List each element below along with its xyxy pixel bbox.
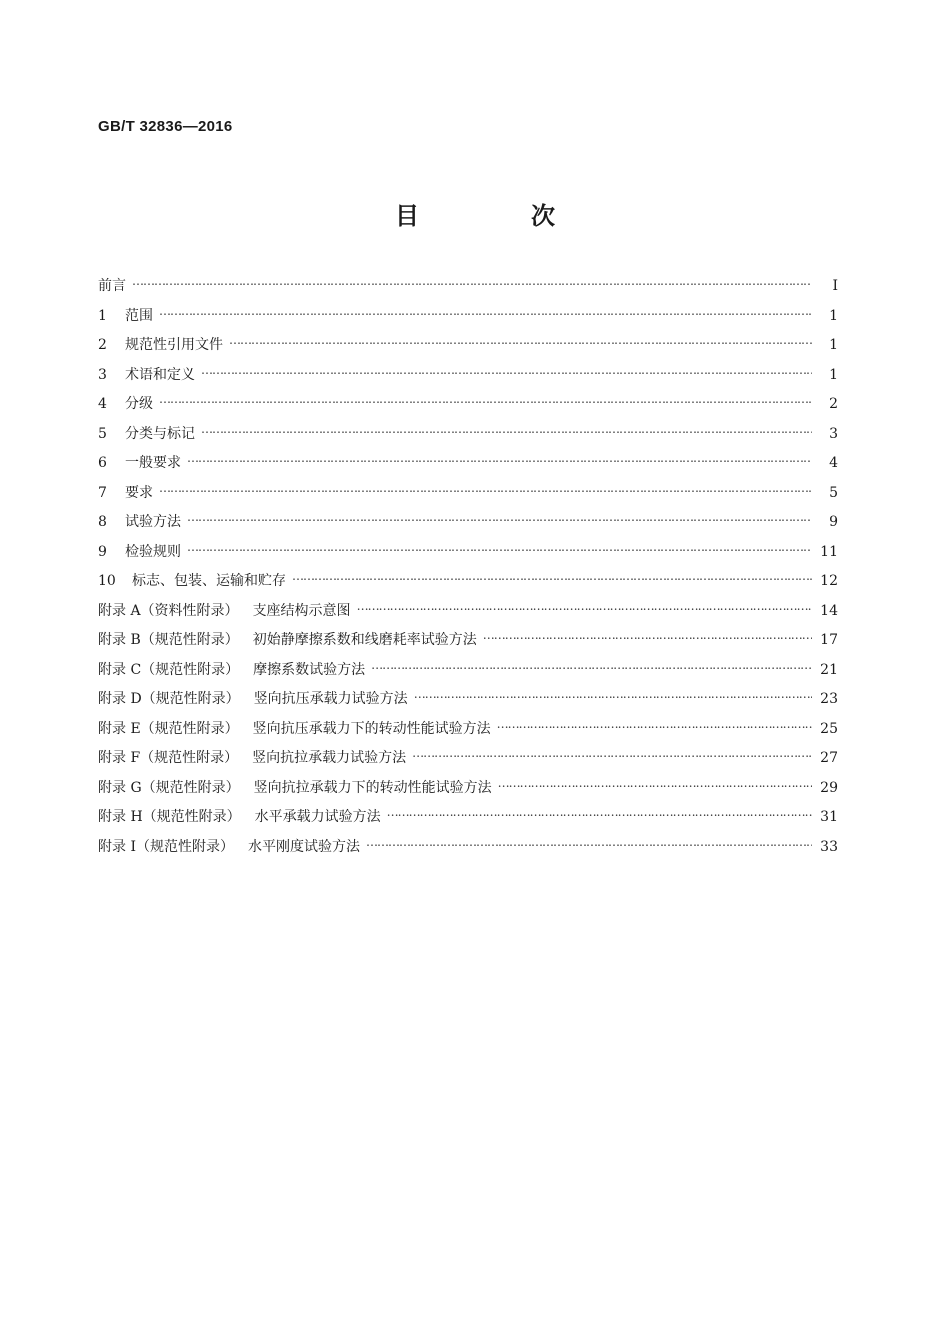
toc-entry-label [98, 777, 498, 797]
toc-entry-annex-c[interactable] [98, 659, 838, 689]
toc-entry-number: 附录 A（资料性附录） [98, 602, 239, 619]
toc-entry-number: 5 [98, 425, 107, 442]
toc-entry-page: 23 [820, 691, 838, 707]
toc-entry-label [98, 393, 159, 413]
toc-entry-number: 4 [98, 396, 107, 412]
toc-entry-title: 竖向抗拉承载力试验方法 [252, 750, 407, 766]
toc-entry-label [98, 511, 187, 531]
toc-entry-8[interactable] [98, 511, 838, 541]
toc-entry-number: 附录 D（规范性附录） [98, 691, 240, 707]
dot-leader [292, 571, 812, 585]
toc-entry-annex-i[interactable] [98, 836, 838, 866]
toc-entry-label [98, 482, 159, 502]
dot-leader [132, 276, 812, 290]
toc-entry-page: 4 [829, 455, 838, 471]
toc-entry-title: 分类与标记 [125, 425, 195, 442]
page-title: 目 次 [395, 202, 599, 230]
toc-entry-title: 规范性引用文件 [125, 337, 223, 353]
toc-entry-label [98, 423, 201, 443]
toc-entry-label [98, 334, 229, 354]
toc-entry-page: 5 [829, 484, 838, 501]
toc-entry-page: 33 [820, 838, 838, 855]
toc-entry-title: 术语和定义 [125, 366, 195, 383]
toc-entry-number: 附录 E（规范性附录） [98, 720, 239, 737]
dot-leader [412, 748, 812, 762]
toc-entry-4[interactable] [98, 393, 838, 423]
dot-leader [187, 512, 812, 526]
toc-entry-3[interactable] [98, 364, 838, 394]
toc-entry-page: 1 [829, 307, 838, 324]
toc-entry-number: 附录 H（规范性附录） [98, 809, 241, 825]
toc-entry-title: 支座结构示意图 [252, 602, 351, 619]
toc-entry-page: 9 [829, 514, 838, 530]
toc-entry-title: 初始静摩擦系数和线磨耗率试验方法 [252, 632, 477, 648]
toc-entry-7[interactable] [98, 482, 838, 512]
toc-entry-annex-f[interactable] [98, 747, 838, 777]
toc-entry-label [98, 836, 366, 856]
toc-entry-page: 12 [820, 573, 838, 589]
toc-entry-page: 14 [820, 602, 838, 619]
toc-entry-page: 17 [820, 632, 838, 648]
toc-entry-page: 27 [820, 750, 838, 766]
toc-entry-label [98, 600, 357, 620]
toc-entry-number: 3 [98, 366, 107, 383]
toc-entry-annex-b[interactable] [98, 629, 838, 659]
dot-leader [357, 601, 812, 615]
toc-entry-number: 2 [98, 337, 107, 353]
toc-entry-6[interactable] [98, 452, 838, 482]
toc-entry-number: 附录 I（规范性附录） [98, 838, 234, 855]
toc-entry-number: 9 [98, 543, 107, 560]
dot-leader [414, 689, 812, 703]
toc-entry-foreword[interactable] [98, 275, 838, 305]
dot-leader [159, 306, 812, 320]
toc-entry-title: 前言 [98, 278, 126, 294]
toc-entry-page: 3 [829, 425, 838, 442]
toc-entry-page: 11 [820, 543, 838, 560]
toc-entry-page: 1 [829, 366, 838, 383]
toc-entry-page: 29 [820, 779, 838, 796]
toc-entry-title: 范围 [125, 307, 153, 324]
toc-entry-2[interactable] [98, 334, 838, 364]
toc-entry-10[interactable] [98, 570, 838, 600]
toc-entry-number: 10 [98, 573, 116, 589]
toc-entry-title: 一般要求 [125, 455, 181, 471]
toc-entry-number: 附录 C（规范性附录） [98, 661, 240, 678]
toc-entry-title: 竖向抗压承载力下的转动性能试验方法 [252, 720, 491, 737]
dot-leader [229, 335, 812, 349]
toc-entry-label [98, 659, 371, 679]
toc-entry-page: 21 [820, 661, 838, 678]
toc-entry-title: 标志、包装、运输和贮存 [132, 573, 286, 589]
toc-entry-annex-a[interactable] [98, 600, 838, 630]
dot-leader [187, 453, 812, 467]
dot-leader [366, 837, 812, 851]
toc-entry-number: 7 [98, 484, 107, 501]
toc-entry-title: 分级 [125, 396, 153, 412]
toc-entry-title: 水平承载力试验方法 [254, 809, 381, 825]
dot-leader [387, 807, 812, 821]
toc-entry-page: 31 [820, 809, 838, 825]
toc-entry-page: 25 [820, 720, 838, 737]
toc-entry-number: 6 [98, 455, 107, 471]
toc-entry-page: Ⅰ [832, 278, 838, 294]
toc-entry-9[interactable] [98, 541, 838, 571]
toc-entry-1[interactable] [98, 305, 838, 335]
toc-entry-title: 竖向抗压承载力试验方法 [253, 691, 408, 707]
dot-leader [187, 542, 812, 556]
dot-leader [371, 660, 812, 674]
toc-entry-number: 附录 G（规范性附录） [98, 779, 240, 796]
toc-entry-label [98, 629, 483, 649]
toc-entry-label [98, 364, 201, 384]
toc-entry-number: 附录 B（规范性附录） [98, 632, 239, 648]
dot-leader [159, 483, 812, 497]
dot-leader [498, 778, 812, 792]
toc-entry-title: 摩擦系数试验方法 [253, 661, 366, 678]
toc-entry-page: 2 [829, 396, 838, 412]
toc-entry-title: 要求 [125, 484, 153, 501]
toc-entry-label [98, 541, 187, 561]
table-of-contents [98, 275, 838, 865]
toc-entry-label [98, 747, 412, 767]
toc-entry-title: 水平刚度试验方法 [247, 838, 360, 855]
toc-entry-annex-g[interactable] [98, 777, 838, 807]
toc-entry-page: 1 [829, 337, 838, 353]
toc-entry-label [98, 305, 159, 325]
toc-entry-label [98, 718, 497, 738]
toc-entry-title: 检验规则 [125, 543, 181, 560]
toc-entry-5[interactable] [98, 423, 838, 453]
toc-entry-label [98, 452, 187, 472]
toc-entry-annex-h[interactable] [98, 806, 838, 836]
toc-entry-label [98, 806, 387, 826]
toc-entry-label [98, 570, 292, 590]
standard-number: GB/T 32836—2016 [98, 118, 233, 135]
dot-leader [483, 630, 812, 644]
toc-entry-annex-e[interactable] [98, 718, 838, 748]
toc-entry-title: 试验方法 [125, 514, 181, 530]
toc-entry-label [98, 688, 414, 708]
dot-leader [201, 424, 812, 438]
toc-entry-number: 1 [98, 307, 107, 324]
dot-leader [159, 394, 812, 408]
toc-entry-title: 竖向抗拉承载力下的转动性能试验方法 [253, 779, 492, 796]
toc-entry-number: 附录 F（规范性附录） [98, 750, 239, 766]
dot-leader [201, 365, 812, 379]
toc-entry-number: 8 [98, 514, 107, 530]
dot-leader [497, 719, 812, 733]
toc-entry-annex-d[interactable] [98, 688, 838, 718]
toc-entry-label [98, 275, 132, 295]
